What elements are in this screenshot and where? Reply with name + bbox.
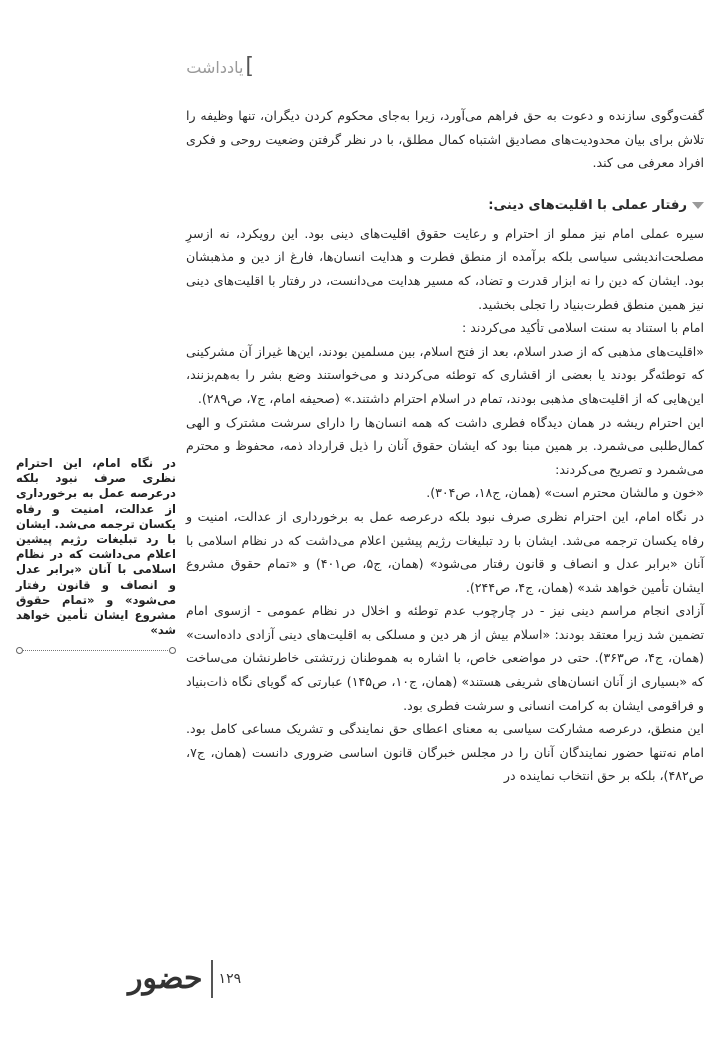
- section-label: یادداشت: [186, 57, 244, 77]
- magazine-logo: حضور: [128, 961, 203, 996]
- body-paragraph: در نگاه امام، این احترام نظری صرف نبود بلکه درعرصه عمل به برخورداری از عدالت، امنیت و رفاه یکسان ترجمه می‌شد. ایشان با رد تبلیغات رژیم پیشین اعلام می‌داشت که در نظام اسلامی با آنان «برابر عدل و انصاف و قانون رفتار می‌شود» (همان، ج۵، ص۴۰۱) و «تمام حقوق مشروع ایشان تأمین خواهد شد» (همان، ج۴، ص۲۴۴).: [186, 508, 704, 595]
- section-heading: [186, 194, 704, 218]
- dotted-divider: [22, 650, 170, 651]
- header-bracket: ]: [245, 54, 254, 79]
- body-paragraph: این احترام ریشه در همان دیدگاه فطری داشت که همه انسان‌ها را دارای سرشت مشترک و الهی کمال‌طلبی می‌شمرد. بر همین مبنا بود که ایشان حقوق آنان را ذیل قرارداد ذمه، محفوظ و محترم می‌شمرد و تصریح می‌کردند:: [186, 414, 704, 477]
- section-header: [186, 56, 254, 78]
- page-number: ۱۲۹: [218, 971, 242, 987]
- pull-quote-text: در نگاه امام، این احترام نظری صرف نبود بلکه درعرصه عمل به برخورداری از عدالت، امنیت و رفاه یکسان ترجمه می‌شد. ایشان با رد تبلیغات رژیم پیشین اعلام می‌داشت که در نظام اسلامی با آنان «برابر عدل و انصاف و قانون رفتار می‌شود» و «تمام حقوق مشروع ایشان تأمین خواهد شد»: [16, 456, 176, 638]
- triangle-marker-icon: [692, 202, 704, 209]
- body-paragraph: «خون و مالشان محترم است» (همان، ج۱۸، ص۳۰۴).: [426, 485, 704, 501]
- body-paragraph: این منطق، درعرصه مشارکت سیاسی به معنای اعطای حق نمایندگی و تشریک مساعی کامل بود. امام نه‌تنها حضور نمایندگان آنان را در مجلس خبرگان قانون اساسی ضروری دانست (همان، ج۷، ص۴۸۲)، بلکه بر حق انتخاب نماینده در: [186, 721, 704, 784]
- body-paragraph: «اقلیت‌های مذهبی که از صدر اسلام، بعد از فتح اسلام، بین مسلمین بودند، این‌ها غیراز آن مشرکینی که توطئه‌گر بودند یا بعضی از اقشاری که توطئه می‌کردند و می‌خواستند وضع بشر را به‌هم‌بزنند، این‌هایی که از اقلیت‌های مذهبی بودند، تمام در اسلام احترام داشتند.» (صحیفه امام، ج۷، ص۲۸۹).: [186, 343, 704, 406]
- section-heading-text: رفتار عملی با اقلیت‌های دینی:: [488, 197, 687, 213]
- pull-quote-rule: [16, 646, 176, 656]
- intro-paragraph: گفت‌وگوی سازنده و دعوت به حق فراهم می‌آورد، زیرا به‌جای محکوم کردن دیگران، تنها وظیفه را تلاش برای بیان محدودیت‌های مصادیق اشتباه کمال مطلق، با در نظر گرفتن وضعیت روحی و فکری افراد معرفی می کند.: [186, 108, 704, 171]
- circle-ornament-icon: [169, 647, 176, 654]
- body-paragraph: آزادی انجام مراسم دینی نیز - در چارچوب عدم توطئه و اخلال در نظام عمومی - ازسوی امام تضمین شد زیرا معتقد بودند: «اسلام بیش از هر دین و مسلکی به اقلیت‌های دینی آزادی داده‌است» (همان، ج۴، ص۳۶۳). حتی در مواضعی خاص، با اشاره به هموطنان زرتشتی خاطرنشان می‌ساخت که «بسیاری از آنان انسان‌های شریفی هستند» (همان، ج۱۰، ص۱۴۵) عبارتی که گویای نگاه ذات‌بنیاد و فراقومی ایشان به کرامت انسانی و سرشت فطری بود.: [186, 603, 705, 713]
- pull-quote: [16, 456, 176, 656]
- body-paragraph: سیره عملی امام نیز مملو از احترام و رعایت حقوق اقلیت‌های دینی بود. این رویکرد، نه ازسرِ مصلحت‌اندیشی سیاسی بلکه برآمده از منطق فطرت و هدایت انسان‌ها، فارغ از دین و مذهبشان بود. ایشان که دین را نه ابزار قدرت و تضاد، که مسیر هدایت می‌دانست، در رفتار با اقلیت‌های دینی نیز همین منطق فطرت‌بنیاد را تجلی بخشید.: [186, 225, 704, 312]
- article-body: [186, 104, 704, 788]
- body-paragraph: امام با استناد به سنت اسلامی تأکید می‌کردند :: [461, 320, 704, 336]
- footer-divider: [211, 960, 213, 998]
- page-footer: [128, 960, 241, 998]
